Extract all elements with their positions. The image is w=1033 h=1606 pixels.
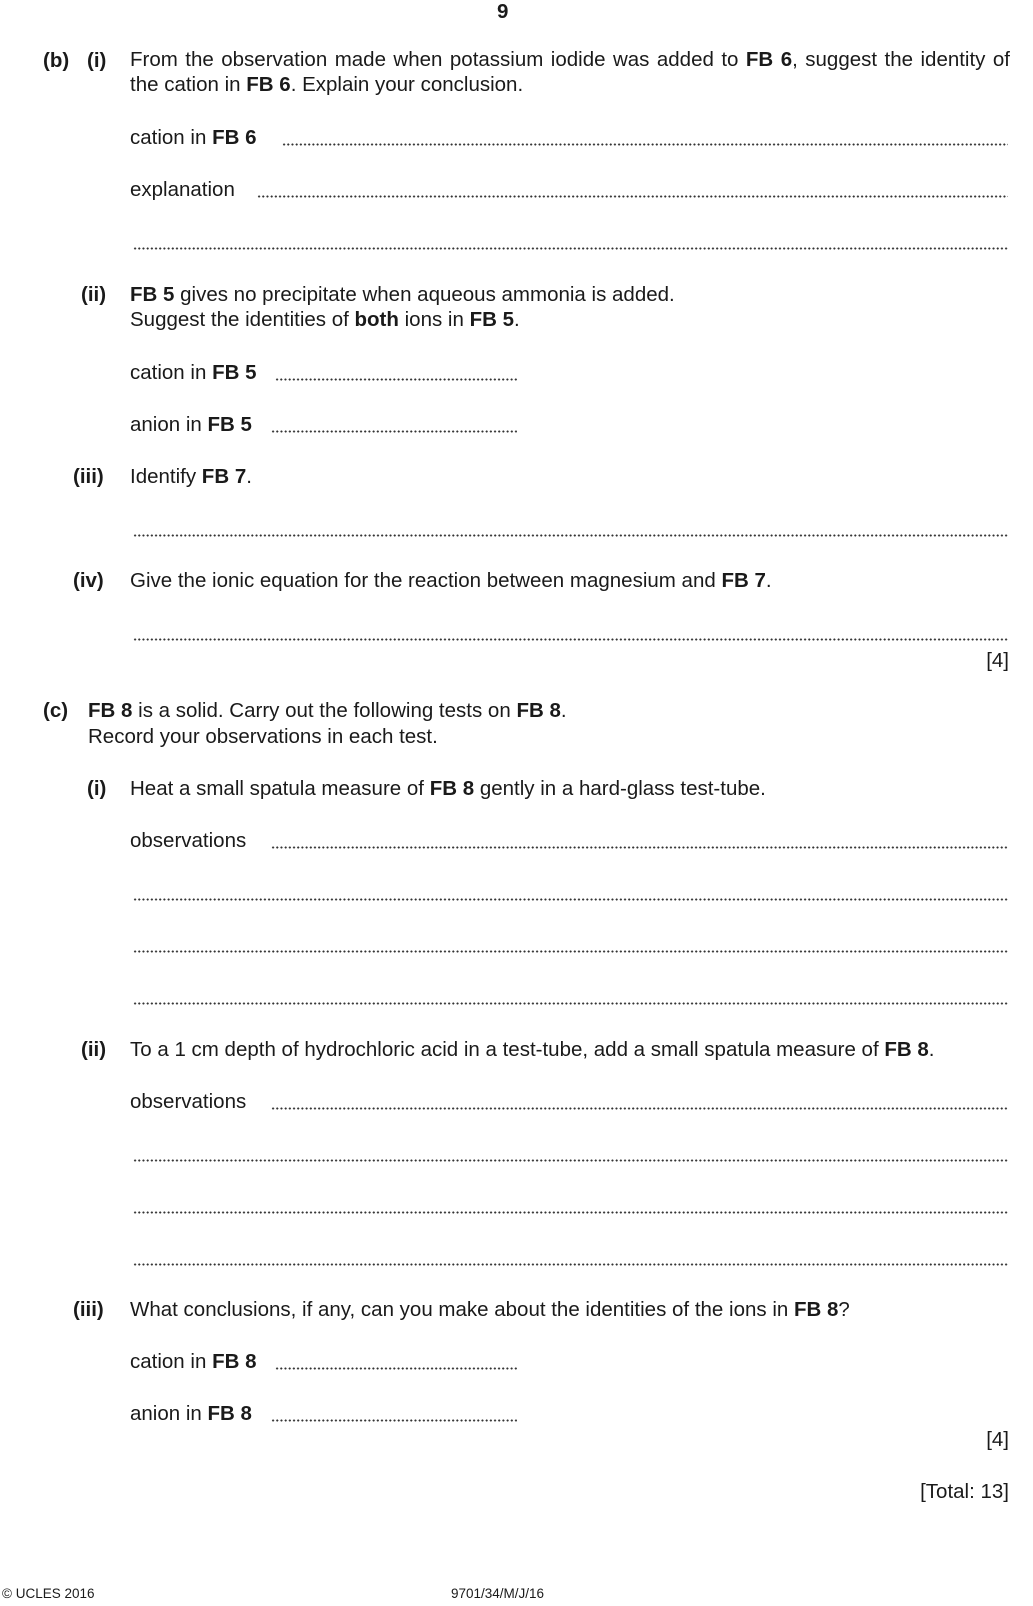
answer-line-anion-fb8[interactable]: [271, 1419, 517, 1422]
sub-c-iii-label: (iii): [73, 1298, 104, 1321]
sub-c-ii-label: (ii): [81, 1038, 107, 1061]
question-b-iv-text: Give the ionic equation for the reaction between magnesium and FB 7.: [130, 569, 772, 592]
footer-paper-code: 9701/34/M/J/16: [451, 1586, 545, 1601]
answer-line-cation-fb6[interactable]: [282, 143, 1008, 146]
answer-label-anion-fb8: anion in FB 8: [130, 1402, 252, 1425]
question-b-ii-line2: Suggest the identities of both ions in FB 5.: [130, 308, 520, 331]
answer-line-cation-fb5[interactable]: [275, 378, 517, 381]
sub-b-ii-label: (ii): [81, 283, 107, 306]
answer-label-anion-fb5: anion in FB 5: [130, 413, 252, 436]
part-c-label: (c): [43, 699, 69, 722]
question-c-i-text: Heat a small spatula measure of FB 8 gently in a hard-glass test-tube.: [130, 777, 766, 800]
answer-line-observations-c-i-2[interactable]: [133, 898, 1008, 901]
page-number: 9: [497, 0, 509, 23]
answer-label-explanation: explanation: [130, 178, 235, 201]
answer-line-observations-c-i-4[interactable]: [133, 1002, 1008, 1005]
answer-line-explanation-2[interactable]: [133, 247, 1008, 250]
answer-label-cation-fb5: cation in FB 5: [130, 361, 257, 384]
question-b-iii-text: Identify FB 7.: [130, 465, 252, 488]
sub-b-iv-label: (iv): [73, 569, 104, 592]
question-c-intro-line2: Record your observations in each test.: [88, 725, 438, 748]
answer-line-observations-c-i-1[interactable]: [271, 846, 1008, 849]
question-b-ii-line1: FB 5 gives no precipitate when aqueous ammonia is added.: [130, 283, 675, 306]
answer-line-observations-c-ii-2[interactable]: [133, 1159, 1008, 1162]
answer-label-cation-fb8: cation in FB 8: [130, 1350, 257, 1373]
marks-b: [4]: [986, 649, 1009, 672]
question-c-intro-line1: FB 8 is a solid. Carry out the following tests on FB 8.: [88, 699, 567, 722]
footer-copyright: © UCLES 2016: [2, 1586, 95, 1601]
answer-line-anion-fb5[interactable]: [271, 430, 517, 433]
answer-label-observations-c-i: observations: [130, 829, 247, 852]
answer-label-observations-c-ii: observations: [130, 1090, 247, 1113]
answer-line-observations-c-ii-4[interactable]: [133, 1263, 1008, 1266]
answer-line-observations-c-ii-3[interactable]: [133, 1211, 1008, 1214]
marks-c: [4]: [986, 1428, 1009, 1451]
question-c-iii-text: What conclusions, if any, can you make about the identities of the ions in FB 8?: [130, 1298, 850, 1321]
total-marks: [Total: 13]: [920, 1480, 1009, 1503]
question-b-i-text: From the observation made when potassium iodide was added to FB 6, suggest the identity of the cation in FB 6. Explain your conclusion.: [130, 48, 1010, 96]
part-b-label: (b): [43, 49, 70, 72]
question-c-ii-text: To a 1 cm depth of hydrochloric acid in a test-tube, add a small spatula measure of FB 8.: [130, 1038, 935, 1061]
sub-c-i-label: (i): [87, 777, 107, 800]
answer-line-cation-fb8[interactable]: [275, 1367, 517, 1370]
answer-label-cation-fb6: cation in FB 6: [130, 126, 257, 149]
answer-line-ionic-equation[interactable]: [133, 638, 1008, 641]
sub-b-iii-label: (iii): [73, 465, 104, 488]
sub-b-i-label: (i): [87, 49, 107, 72]
answer-line-observations-c-i-3[interactable]: [133, 950, 1008, 953]
answer-line-explanation-1[interactable]: [257, 195, 1008, 198]
answer-line-observations-c-ii-1[interactable]: [271, 1107, 1008, 1110]
answer-line-identify-fb7[interactable]: [133, 534, 1008, 537]
